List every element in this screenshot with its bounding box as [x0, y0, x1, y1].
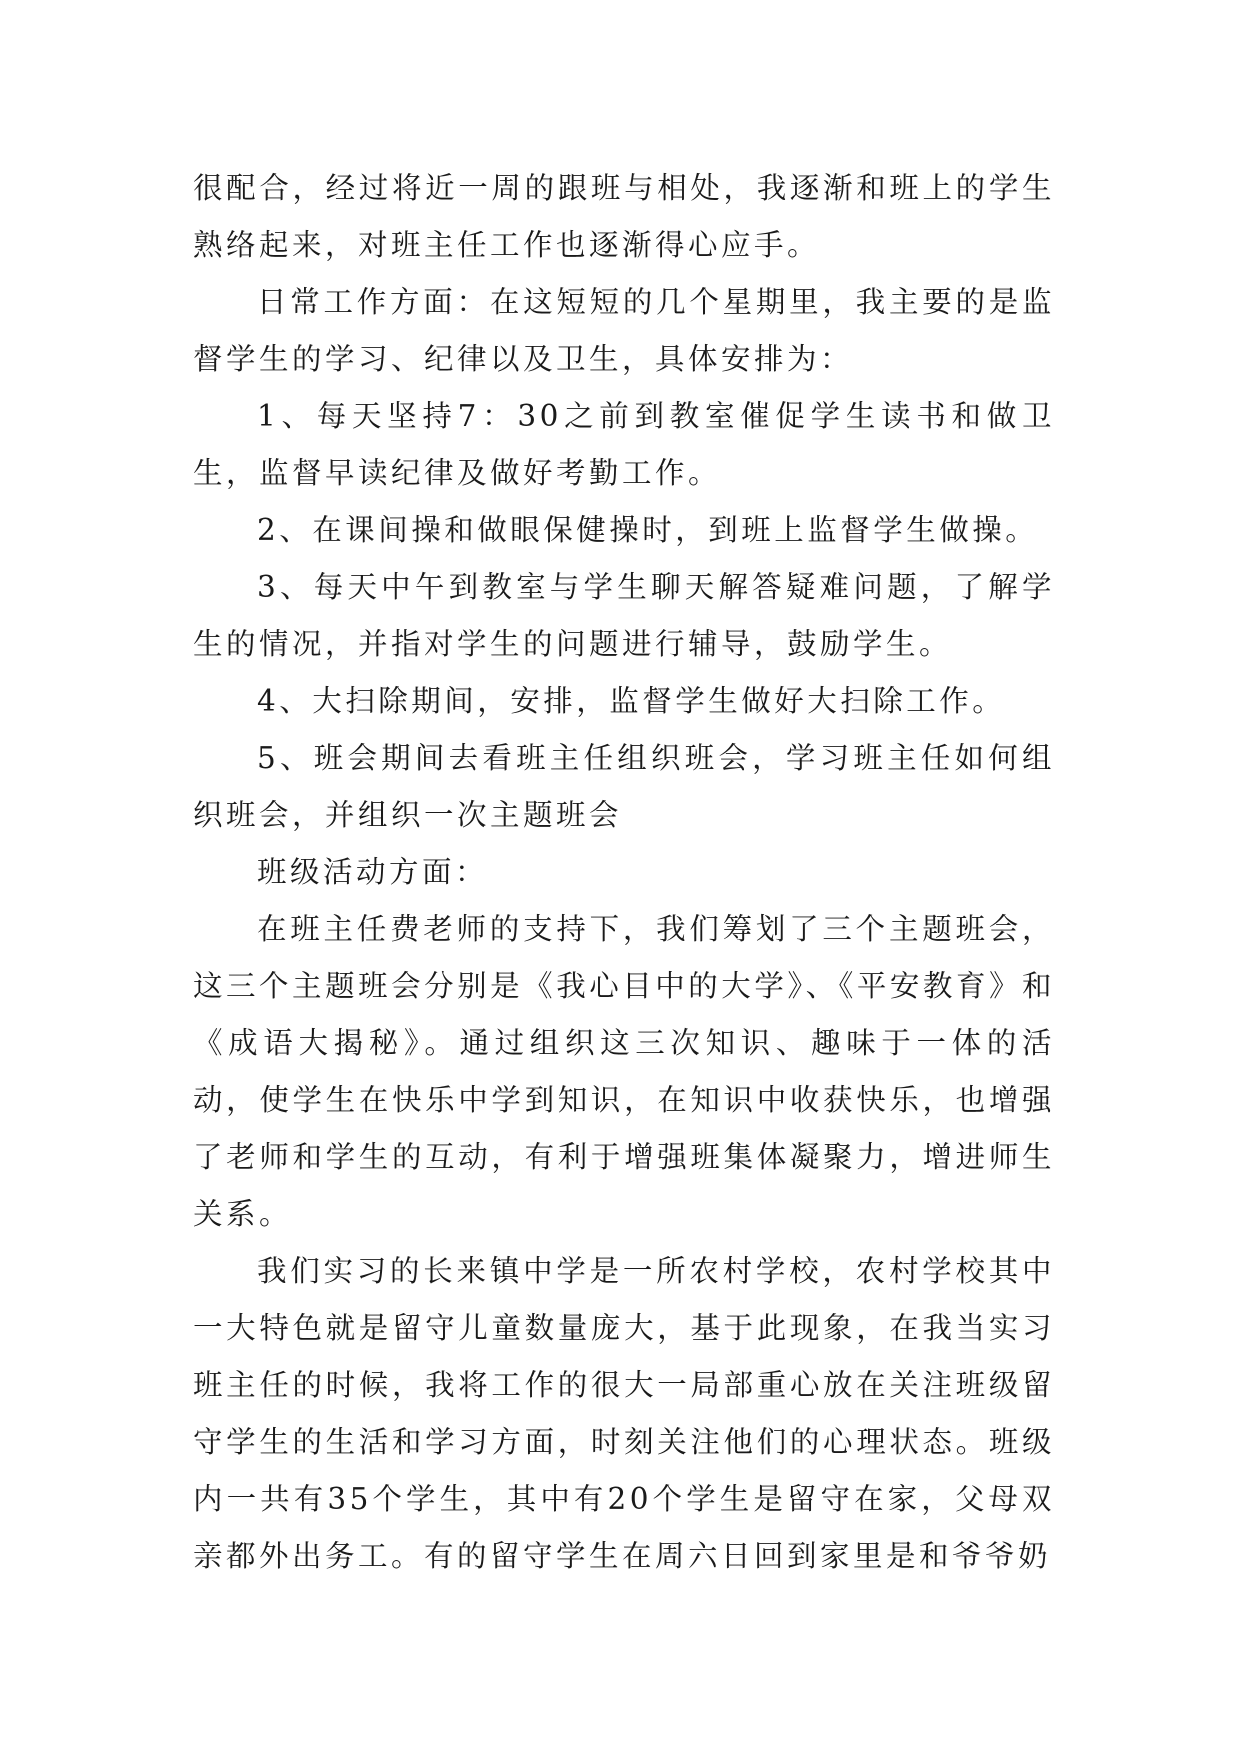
- paragraph-10: 我们实习的长来镇中学是一所农村学校，农村学校其中一大特色就是留守儿童数量庞大，基于此现象，在我当实习班主任的时候，我将工作的很大一局部重心放在关注班级留守学生的生活和学习方面，时刻关注他们的心理状态。班级内一共有35个学生，其中有20个学生是留守在家，父母双亲都外出务工。有的留守学生在周六日回到家里是和爷爷奶: [193, 1254, 1055, 1573]
- paragraph-7: 5、班会期间去看班主任组织班会，学习班主任如何组织班会，并组织一次主题班会: [193, 741, 1055, 832]
- paragraph-9: 在班主任费老师的支持下，我们筹划了三个主题班会，这三个主题班会分别是《我心目中的大学》、《平安教育》和《成语大揭秘》。通过组织这三次知识、趣味于一体的活动，使学生在快乐中学到知识，在知识中收获快乐，也增强了老师和学生的互动，有利于增强班集体凝聚力，增进师生关系。: [193, 912, 1055, 1231]
- paragraph-4: 2、在课间操和做眼保健操时，到班上监督学生做操。: [257, 513, 1039, 547]
- paragraph-5: 3、每天中午到教室与学生聊天解答疑难问题，了解学生的情况，并指对学生的问题进行辅导，鼓励学生。: [193, 570, 1055, 661]
- paragraph-1: 很配合，经过将近一周的跟班与相处，我逐渐和班上的学生熟络起来，对班主任工作也逐渐得心应手。: [193, 171, 1055, 262]
- document-body: [193, 160, 1055, 1585]
- paragraph-8: 班级活动方面：: [257, 855, 489, 889]
- paragraph-6: 4、大扫除期间，安排，监督学生做好大扫除工作。: [257, 684, 1006, 718]
- paragraph-3: 1、每天坚持7：30之前到教室催促学生读书和做卫生，监督早读纪律及做好考勤工作。: [193, 399, 1055, 490]
- paragraph-2: 日常工作方面：在这短短的几个星期里，我主要的是监督学生的学习、纪律以及卫生，具体安排为：: [193, 285, 1055, 376]
